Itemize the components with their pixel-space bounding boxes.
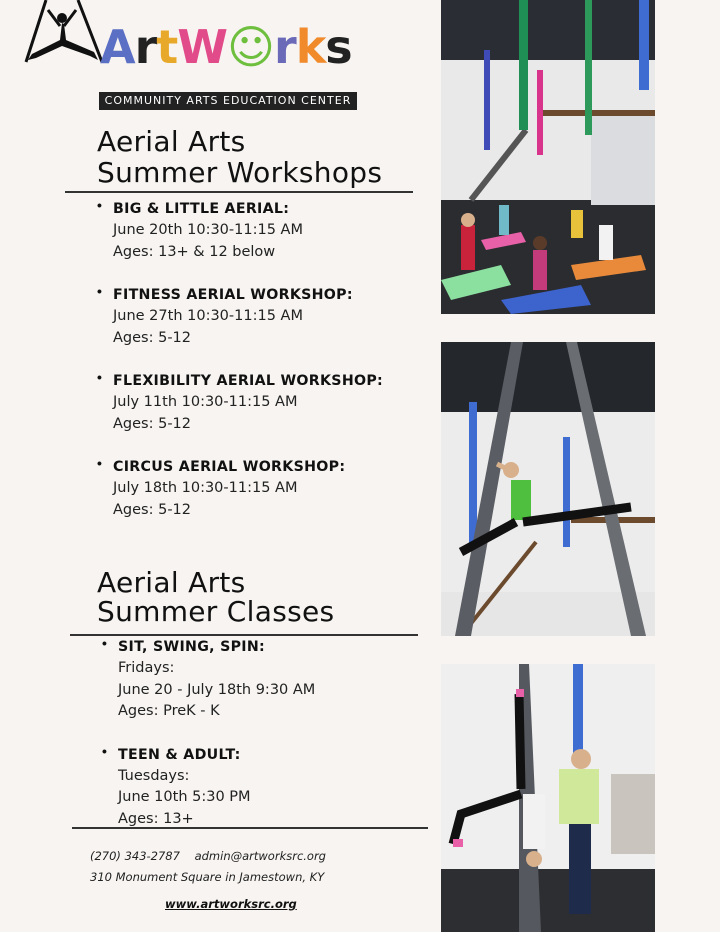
item-ages: Ages: 5-12 (113, 329, 192, 346)
classes-list (100, 636, 315, 851)
item-date: June 10th 5:30 PM (118, 789, 251, 805)
logo-letter-s: s (325, 20, 352, 74)
logo-letter-r2: r (274, 20, 296, 74)
item-title: • FITNESS AERIAL WORKSHOP: (113, 287, 353, 303)
logo-letter-r: r (134, 20, 157, 74)
workshops-list (95, 198, 383, 542)
contact-phone: (270) 343-2787 (90, 849, 180, 863)
photo-inversion-pose (441, 664, 655, 932)
item-ages: Ages: 13+ (118, 810, 194, 827)
item-ages: Ages: 13+ & 12 below (113, 243, 276, 260)
footer-divider (72, 827, 428, 829)
brand-logo (100, 20, 360, 92)
item-day: Tuesdays: (118, 767, 190, 784)
item-day: Fridays: (118, 660, 175, 676)
item-date: July 11th 10:30-11:15 AM (113, 394, 298, 410)
contact-address: 310 Monument Square in Jamestown, KY (90, 870, 325, 884)
workshops-heading-line2: Summer Workshops (97, 156, 383, 189)
item-date: June 20th 10:30-11:15 AM (113, 222, 303, 238)
item-title: • CIRCUS AERIAL WORKSHOP: (113, 459, 346, 475)
aerialist-silhouette-icon (16, 0, 108, 66)
list-item (95, 370, 383, 435)
website-link[interactable]: www.artworksrc.org (165, 897, 297, 911)
logo-letter-a: A (100, 20, 135, 74)
contact-email[interactable]: admin@artworksrc.org (194, 849, 326, 863)
classes-heading-line1: Aerial Arts (97, 566, 246, 599)
item-ages: Ages: 5-12 (113, 415, 192, 432)
item-date: July 18th 10:30-11:15 AM (113, 480, 298, 496)
logo-letter-k: k (295, 20, 326, 74)
item-date: June 27th 10:30-11:15 AM (113, 308, 303, 324)
workshops-heading-line1: Aerial Arts (97, 125, 246, 158)
item-title: • FLEXIBILITY AERIAL WORKSHOP: (113, 373, 384, 389)
logo-letter-w: W (177, 20, 228, 74)
list-item (95, 456, 383, 521)
item-title: • SIT, SWING, SPIN: (118, 639, 266, 655)
logo-letter-t: t (156, 20, 178, 74)
list-item (95, 198, 383, 263)
photo-class-group (441, 0, 655, 314)
photo-split-pose (441, 342, 655, 636)
theater-masks-icon: ☺ (227, 20, 275, 74)
workshops-divider (65, 191, 413, 193)
list-item (95, 284, 383, 349)
brand-tagline: COMMUNITY ARTS EDUCATION CENTER (99, 92, 357, 110)
item-date: June 20 - July 18th 9:30 AM (118, 681, 316, 698)
classes-heading-line2: Summer Classes (97, 595, 335, 628)
item-ages: Ages: 5-12 (113, 501, 192, 518)
list-item (100, 636, 315, 723)
contact-line (90, 849, 326, 863)
item-title: • TEEN & ADULT: (118, 746, 241, 763)
list-item (100, 744, 315, 831)
item-ages: Ages: PreK - K (118, 703, 220, 719)
item-title: • BIG & LITTLE AERIAL: (113, 201, 290, 217)
